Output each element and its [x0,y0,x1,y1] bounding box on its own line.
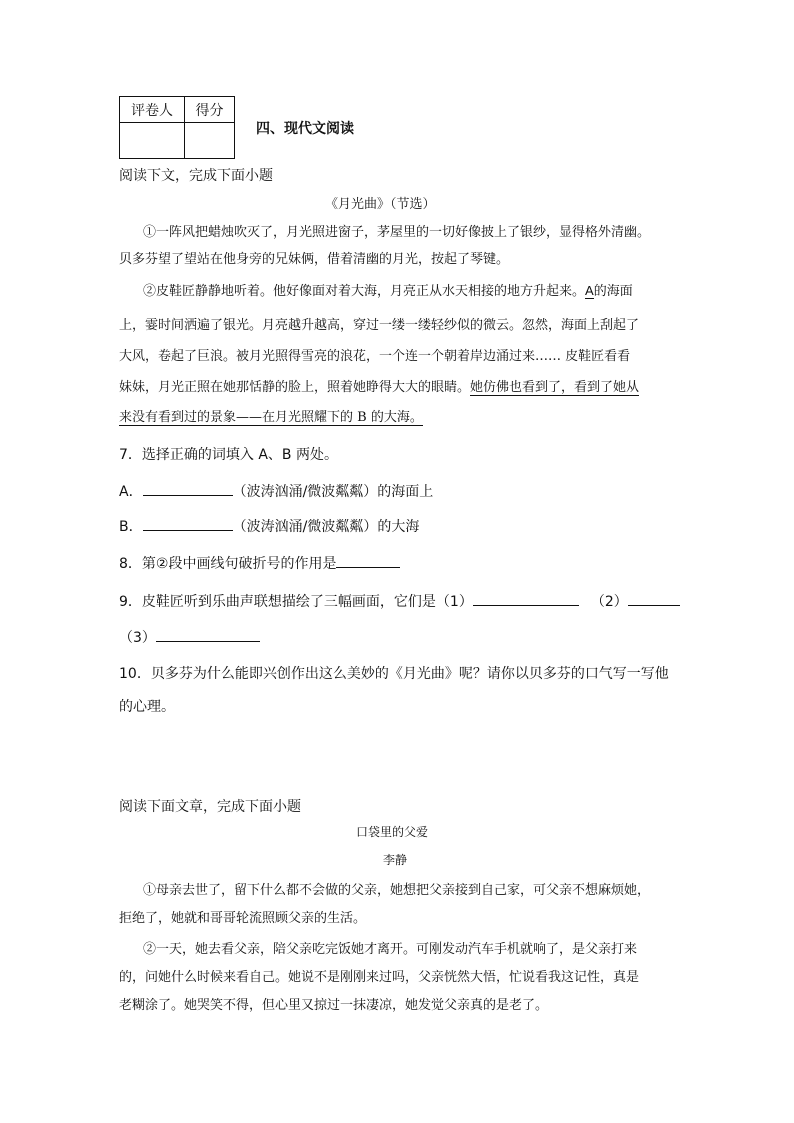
q9-label-3: （3） [119,630,156,646]
q7-a-label: A． [119,484,143,500]
reading1-p2-line1 [143,280,633,299]
q7-a-options: （波涛汹涌/微波粼粼）的海面上 [232,484,434,500]
reading1-p2-line5 [119,406,423,425]
q9-blank-2[interactable] [628,591,680,606]
reading1-intro: 阅读下文，完成下面小题 [119,168,273,184]
reading2-p2-line2: 的，问她什么时候来看自己。她说不是刚刚来过吗，父亲恍然大悟，忙说看我这记性，真是 [119,970,640,985]
reading2-p2-line3: 老糊涂了。她哭笑不得，但心里又掠过一抹凄凉，她发觉父亲真的是老了。 [119,998,549,1013]
reading1-p2-line2: 上，霎时间洒遍了银光。月亮越升越高，穿过一缕一缕轻纱似的微云。忽然，海面上刮起了 [119,318,640,333]
q8-blank[interactable] [336,553,400,568]
q7-b-options: （波涛汹涌/微波粼粼）的大海 [232,519,420,535]
reading2-intro: 阅读下面文章，完成下面小题 [119,799,301,815]
q7-b-blank[interactable] [143,516,233,531]
mark-a: A [585,283,594,298]
score-table [119,96,235,159]
reading1-p2-line4-text: 妹妹，月光正照在她那恬静的脸上，照着她睁得大大的眼睛。 [119,380,471,395]
q8-text: 8．第②段中画线句破折号的作用是 [119,556,337,572]
reading1-p1-line1: ①一阵风把蜡烛吹灭了，月光照进窗子，茅屋里的一切好像披上了银纱，显得格外清幽。 [143,225,651,240]
reviewer-header: 评卷人 [120,97,185,123]
underlined-sentence-part2: 来没有看到过的景象——在月光照耀下的 B 的大海。 [119,410,423,425]
score-cell [185,123,235,159]
question-9-line2 [119,627,260,647]
q7-b-label: B． [119,519,143,535]
reading1-p2-line4 [119,376,639,395]
reviewer-cell [120,123,185,159]
section-title: 四、现代文阅读 [256,121,354,137]
reading2-title: 口袋里的父爱 [356,825,429,839]
reading2-p1-line1: ①母亲去世了，留下什么都不会做的父亲，她想把父亲接到自己家，可父亲不想麻烦她， [143,883,651,898]
reading1-p1-line2: 贝多芬望了望站在他身旁的兄妹俩，借着清幽的月光，按起了琴键。 [119,252,510,267]
score-header: 得分 [185,97,235,123]
q7-a-blank[interactable] [143,481,233,496]
reading1-p2-line1-text: ②皮鞋匠静静地听着。他好像面对着大海，月亮正从水天相接的地方升起来。 [143,284,586,299]
q9-blank-1[interactable] [473,591,579,606]
question-7-a [119,481,433,501]
underlined-sentence-part1: 她仿佛也看到了，看到了她从 [470,380,640,395]
question-10-line1: 10．贝多芬为什么能即兴创作出这么美妙的《月光曲》呢？请你以贝多芬的口气写一写他 [119,666,669,682]
question-10-line2: 的心理。 [119,699,175,715]
reading1-p2-line3: 大风，卷起了巨浪。被月光照得雪亮的浪花，一个连一个朝着岸边涌过来…… 皮鞋匠看看 [119,349,631,364]
reading1-p2-line1-end: 的海面 [593,284,633,299]
question-7-b [119,516,419,536]
q9-label-2: （2） [590,594,628,610]
question-7: 7．选择正确的词填入 A、B 两处。 [119,447,338,463]
reading2-p2-line1: ②一天，她去看父亲，陪父亲吃完饭她才离开。可刚发动汽车手机就响了，是父亲打来 [143,942,638,957]
reading2-p1-line2: 拒绝了，她就和哥哥轮流照顾父亲的生活。 [119,911,367,926]
reading2-author: 李静 [383,853,408,867]
q9-text: 9．皮鞋匠听到乐曲声联想描绘了三幅画面，它们是（1） [119,594,473,610]
question-9-line1 [119,591,680,611]
question-8 [119,553,400,573]
q9-blank-3[interactable] [156,627,260,642]
reading1-title: 《月光曲》（节选） [325,197,436,212]
